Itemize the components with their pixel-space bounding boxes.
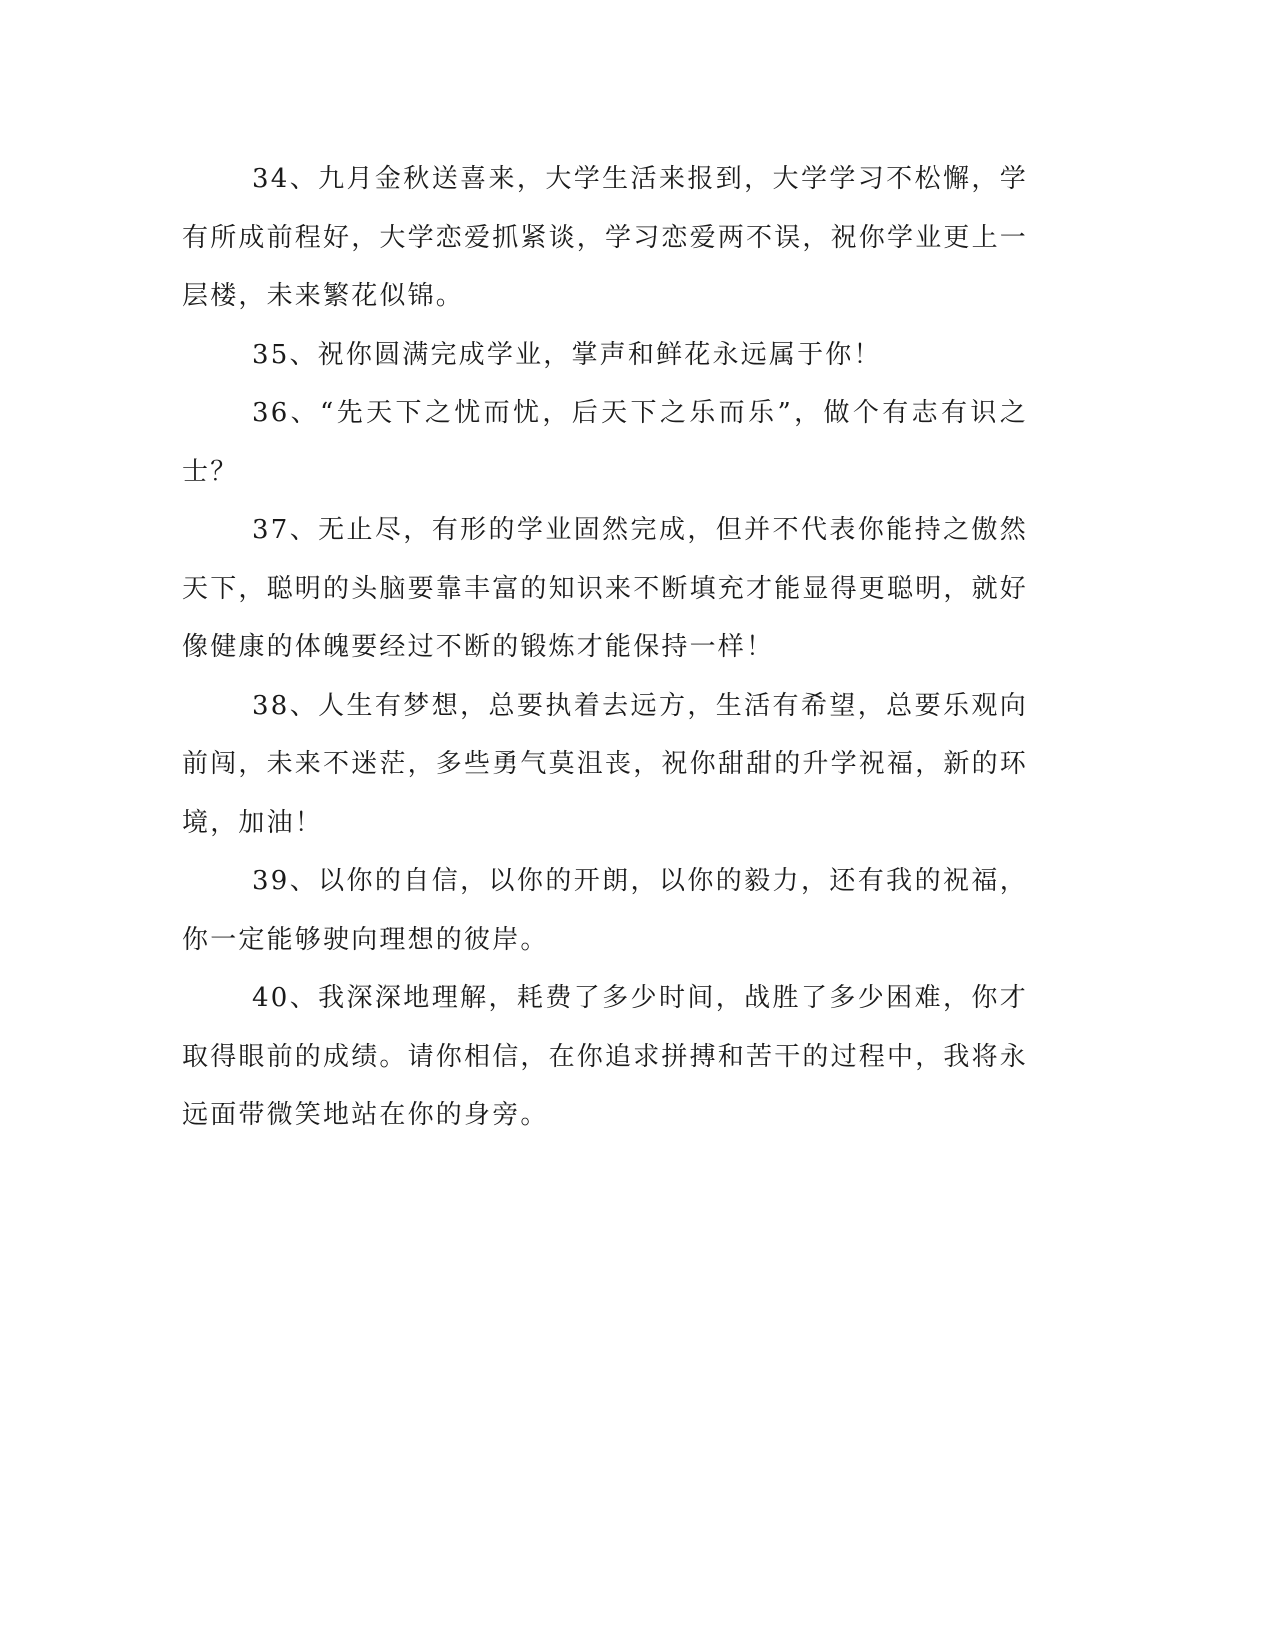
paragraph-35: 35、祝你圆满完成学业，掌声和鲜花永远属于你！ <box>252 339 882 370</box>
paragraph-37: 37、无止尽，有形的学业固然完成，但并不代表你能持之傲然天下，聪明的头脑要靠丰富的知识来不断填充才能显得更聪明，就好像健康的体魄要经过不断的锻炼才能保持一样！ <box>182 515 1029 662</box>
paragraph-36: 36、“先天下之忧而忧，后天下之乐而乐”，做个有志有识之士？ <box>182 398 1028 487</box>
document-body <box>182 150 1028 1145</box>
paragraph-39: 39、以你的自信，以你的开朗，以你的毅力，还有我的祝福，你一定能够驶向理想的彼岸。 <box>182 866 1028 955</box>
paragraph-40: 40、我深深地理解，耗费了多少时间，战胜了多少困难，你才取得眼前的成绩。请你相信，在你追求拼搏和苦干的过程中，我将永远面带微笑地站在你的身旁。 <box>182 983 1029 1130</box>
paragraph-34: 34、九月金秋送喜来，大学生活来报到，大学学习不松懈，学有所成前程好，大学恋爱抓紧谈，学习恋爱两不误，祝你学业更上一层楼，未来繁花似锦。 <box>182 164 1029 311</box>
paragraph-38: 38、人生有梦想，总要执着去远方，生活有希望，总要乐观向前闯，未来不迷茫，多些勇气莫沮丧，祝你甜甜的升学祝福，新的环境，加油！ <box>182 690 1029 838</box>
